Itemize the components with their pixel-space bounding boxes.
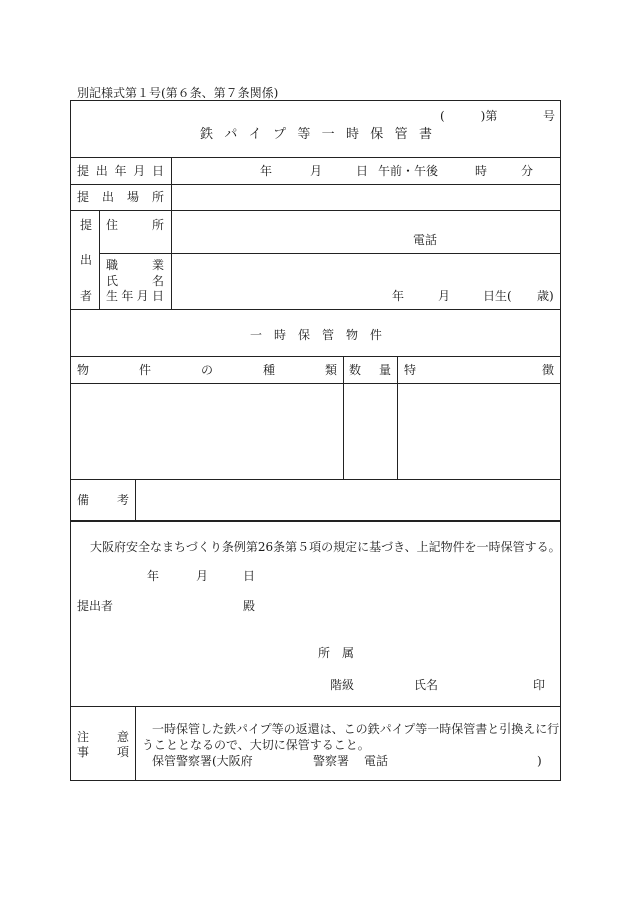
rule-items-title-bottom [70,356,561,357]
date-month: 月 [310,164,323,178]
affiliation-label: 所 属 [318,646,354,660]
number-paren: ( )第 [440,109,498,123]
date-year: 年 [260,164,273,178]
rule-remarks-bottom [70,520,561,522]
birth-day: 日生( [483,289,512,303]
issue-year: 年 [147,569,160,583]
caution-label-2: 事 項 [77,745,129,759]
addressee-label: 提出者 [77,599,114,613]
rule-qty-left [343,356,344,479]
rule-date-bottom [70,184,561,185]
submitter-side-label-2: 出 [80,253,93,267]
rule-items-header-bottom [70,383,561,384]
column-quantity: 数 量 [349,363,391,377]
seal-mark: 印 [533,678,546,692]
document-title: 鉄 パ イ プ 等 一 時 保 管 書 [200,127,432,142]
form-label: 別記様式第１号(第６条、第７条関係) [77,86,279,100]
name-label: 氏 名 [106,274,164,288]
caution-line3-phone: 電話 [364,754,389,768]
statement-text: 大阪府安全なまちづくり条例第26条第５項の規定に基づき、上記物件を一時保管する。 [90,540,561,554]
number-go: 号 [543,109,556,123]
column-features: 特 徴 [404,363,554,377]
caution-line3-police: 警察署 [313,754,350,768]
date-day: 日 [356,164,369,178]
remarks-label: 備 考 [77,493,129,507]
caution-line3-close: ) [537,754,542,768]
rule-label-col [171,157,172,309]
caution-line-2: うこととなるので、大切に保管すること。 [142,738,370,752]
rule-qty-right [397,356,398,479]
submitter-side-label-1: 提 [80,218,93,232]
date-hour: 時 [475,164,488,178]
officer-name-label: 氏名 [414,678,439,692]
birthdate-label: 生 年 月 日 [106,289,164,303]
rule-submitter-bottom [70,309,561,310]
rule-remarks-col [135,479,136,520]
rule-officer-bottom [70,706,561,707]
phone-label: 電話 [413,233,438,247]
addressee-honorific: 殿 [243,599,256,613]
date-minute: 分 [521,164,534,178]
birth-year: 年 [392,289,405,303]
rank-label: 階級 [330,678,355,692]
rule-items-body-bottom [70,479,561,480]
submission-date-label: 提 出 年 月 日 [77,164,164,178]
rule-header-bottom [70,157,561,158]
address-label: 住 所 [106,218,164,232]
issue-month: 月 [196,569,209,583]
submission-place-label: 提 出 場 所 [77,190,164,204]
rule-place-bottom [70,210,561,211]
rule-caution-col [135,706,136,781]
birth-age: 歳) [537,289,554,303]
submitter-side-label-3: 者 [80,289,93,303]
items-section-title: 一 時 保 管 物 件 [250,328,382,342]
caution-label-1: 注 意 [77,730,129,744]
column-item-type: 物 件 の 種 類 [77,363,337,377]
caution-line3-prefix: 保管警察署(大阪府 [152,754,253,768]
caution-line-1: 一時保管した鉄パイプ等の返還は、この鉄パイプ等一時保管書と引換えに行 [152,722,560,736]
date-ampm: 午前・午後 [378,164,439,178]
rule-side-col [99,210,100,309]
issue-day: 日 [243,569,256,583]
occupation-label: 職 業 [106,258,164,272]
birth-month: 月 [438,289,451,303]
rule-address-bottom [99,253,561,254]
